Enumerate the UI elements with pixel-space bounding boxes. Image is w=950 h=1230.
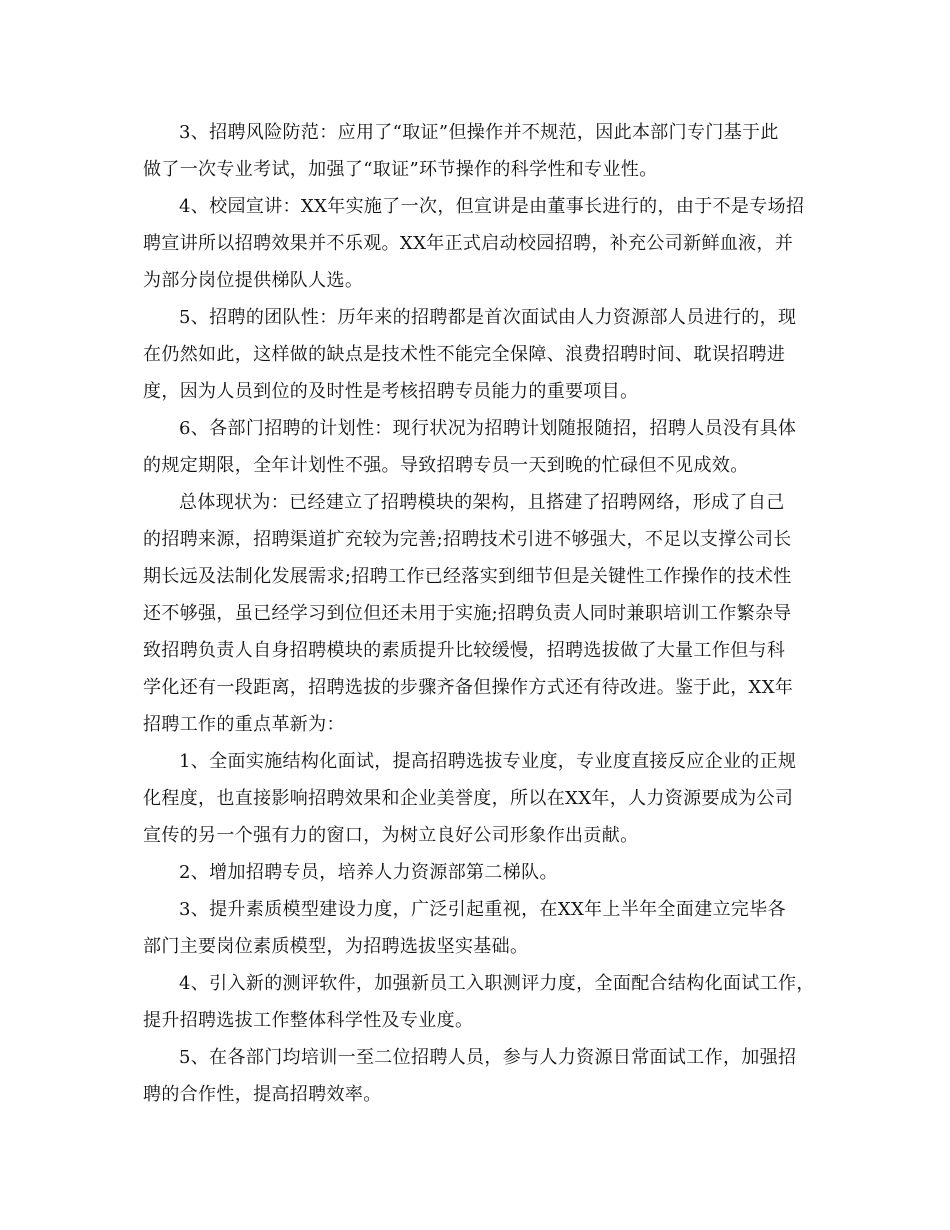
- text-line: 总体现状为：已经建立了招聘模块的架构，且搭建了招聘网络，形成了自己: [179, 492, 785, 513]
- text-line: 期长远及法制化发展需求;招聘工作已经落实到细节但是关键性工作操作的技术性: [143, 566, 792, 587]
- text-line: 为部分岗位提供梯队人选。: [143, 270, 364, 291]
- text-line: 5、招聘的团队性：历年来的招聘都是首次面试由人力资源部人员进行的，现: [179, 307, 797, 328]
- text-line: 5、在各部门均培训一至二位招聘人员，参与人力资源日常面试工作，加强招: [179, 1047, 797, 1068]
- text-line: 的规定期限，全年计划性不强。导致招聘专员一天到晚的忙碌但不见成效。: [143, 455, 749, 476]
- text-line: 宣传的另一个强有力的窗口，为树立良好公司形象作出贡献。: [143, 825, 639, 846]
- document-body: [143, 114, 817, 1113]
- text-line: 还不够强，虽已经学习到位但还未用于实施;招聘负责人同时兼职培训工作繁杂导: [143, 603, 792, 624]
- text-line: 3、招聘风险防范：应用了“取证”但操作并不规范，因此本部门专门基于此: [179, 122, 779, 143]
- text-line: 聘的合作性，提高招聘效率。: [143, 1084, 382, 1105]
- text-line: 做了一次专业考试，加强了“取证”环节操作的科学性和专业性。: [143, 159, 658, 180]
- text-line: 聘宣讲所以招聘效果并不乐观。XX年正式启动校园招聘，补充公司新鲜血液，并: [143, 233, 794, 254]
- text-line: 6、各部门招聘的计划性：现行状况为招聘计划随报随招，招聘人员没有具体: [179, 418, 797, 439]
- text-line: 部门主要岗位素质模型，为招聘选拔坚实基础。: [143, 936, 529, 957]
- text-line: 致招聘负责人自身招聘模块的素质提升比较缓慢，招聘选拔做了大量工作但与科: [143, 640, 786, 661]
- text-line: 的招聘来源，招聘渠道扩充较为完善;招聘技术引进不够强大，不足以支撑公司长: [143, 529, 792, 550]
- text-line: 2、增加招聘专员，培养人力资源部第二梯队。: [179, 862, 558, 883]
- text-line: 提升招聘选拔工作整体科学性及专业度。: [143, 1010, 474, 1031]
- text-line: 1、全面实施结构化面试，提高招聘选拔专业度，专业度直接反应企业的正规: [179, 751, 797, 772]
- text-line: 招聘工作的重点革新为：: [143, 714, 345, 735]
- text-line: 学化还有一段距离，招聘选拔的步骤齐备但操作方式还有待改进。鉴于此，XX年: [143, 677, 794, 698]
- text-line: 4、校园宣讲：XX年实施了一次，但宣讲是由董事长进行的，由于不是专场招: [179, 196, 805, 217]
- text-line: 度，因为人员到位的及时性是考核招聘专员能力的重要项目。: [143, 381, 639, 402]
- text-line: 化程度，也直接影响招聘效果和企业美誉度，所以在XX年，人力资源要成为公司: [143, 788, 794, 809]
- text-line: 在仍然如此，这样做的缺点是技术性不能完全保障、浪费招聘时间、耽误招聘进: [143, 344, 786, 365]
- text-line: 3、提升素质模型建设力度，广泛引起重视，在XX年上半年全面建立完毕各: [179, 899, 786, 920]
- text-line: 4、引入新的测评软件，加强新员工入职测评力度，全面配合结构化面试工作，: [179, 973, 815, 994]
